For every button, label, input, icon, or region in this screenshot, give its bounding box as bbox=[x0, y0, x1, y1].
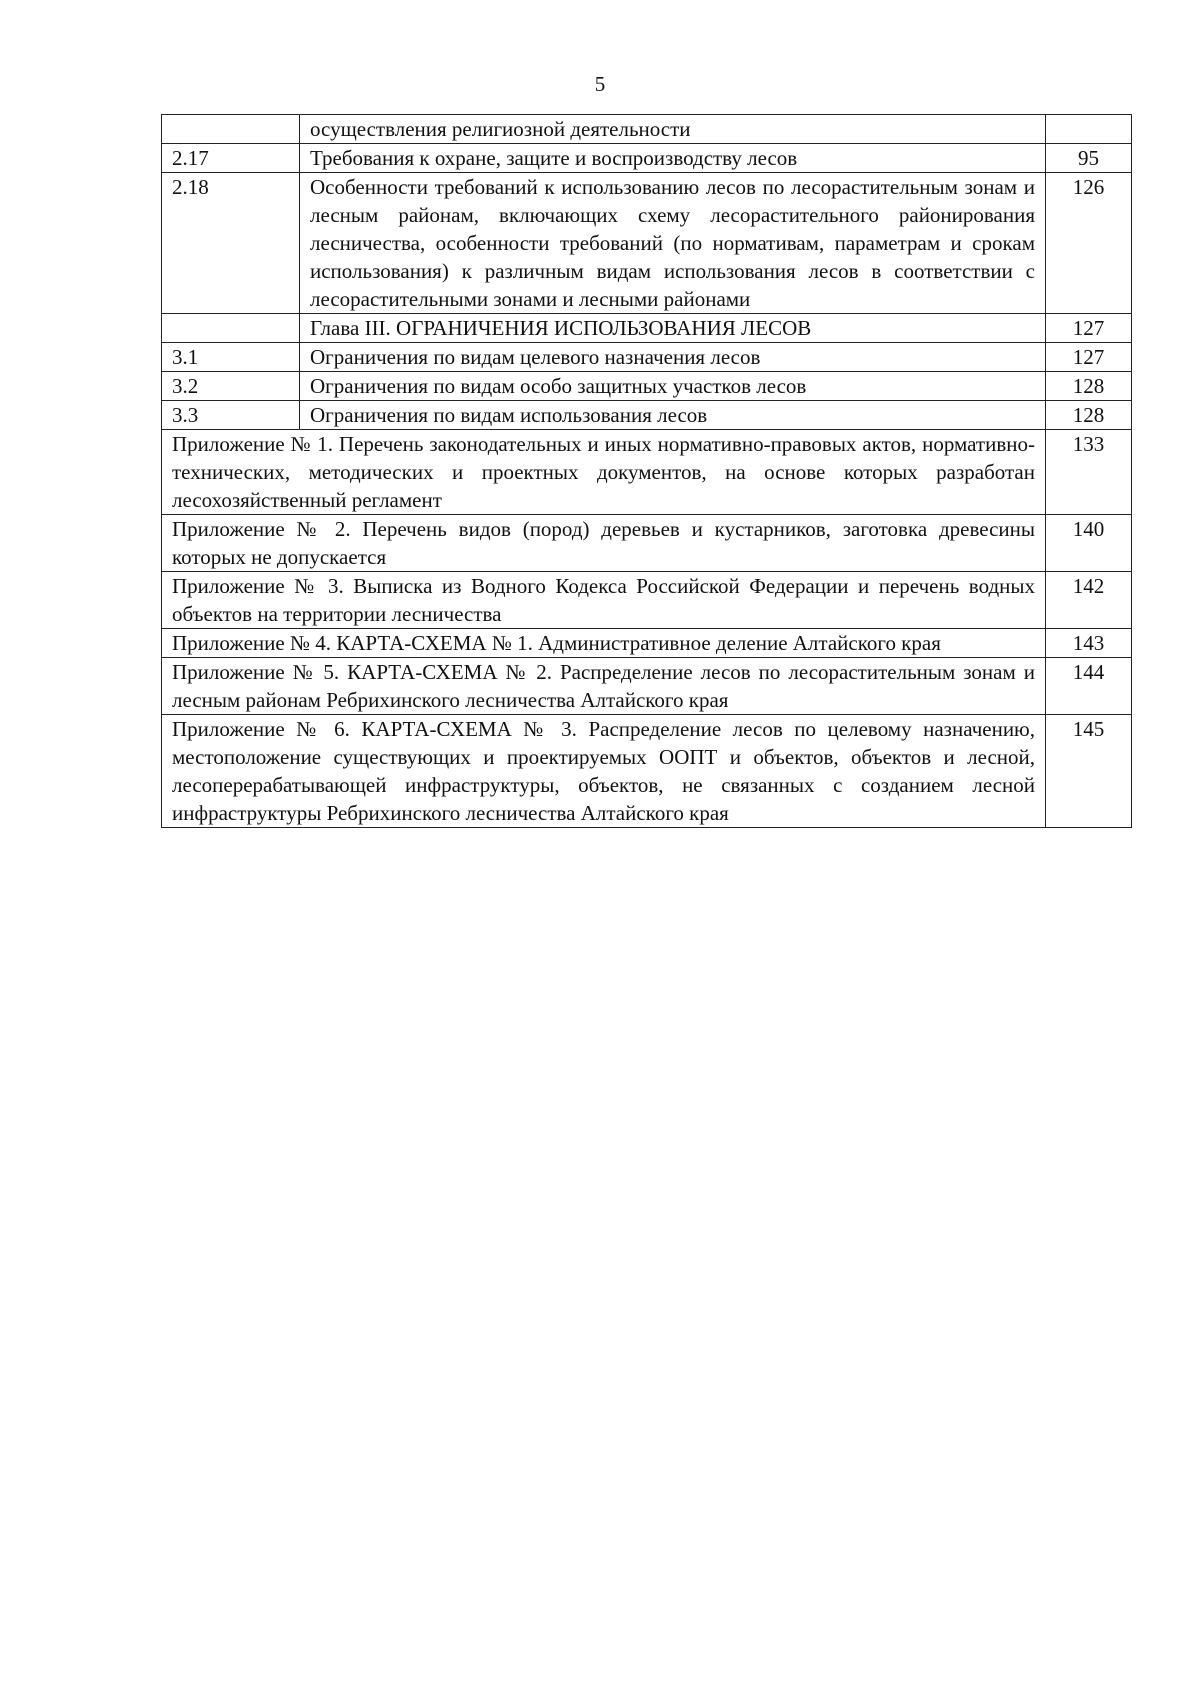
toc-section-number: 2.17 bbox=[162, 144, 300, 173]
toc-page-number: 128 bbox=[1046, 372, 1132, 401]
toc-section-title: Особенности требований к использованию лесов по лесорастительным зонам и лесным районам, включающих схему лесорастительного районирования лесничества, особенности требований (по нормативам, параметрам и срокам использования) к различным видам использования лесов в соответствии с лесорастительными зонами и лесными районами bbox=[300, 173, 1046, 314]
toc-page-number: 127 bbox=[1046, 343, 1132, 372]
toc-section-number: 2.18 bbox=[162, 173, 300, 314]
toc-section-number bbox=[162, 314, 300, 343]
toc-page-number: 143 bbox=[1046, 629, 1132, 658]
toc-page-number: 140 bbox=[1046, 515, 1132, 572]
toc-section-number: 3.2 bbox=[162, 372, 300, 401]
toc-appendix-title: Приложение № 1. Перечень законодательных и иных нормативно-правовых актов, нормативно-технических, методических и проектных документов, на основе которых разработан лесохозяйственный регламент bbox=[162, 430, 1046, 515]
toc-section-title: Ограничения по видам использования лесов bbox=[300, 401, 1046, 430]
toc-page-number bbox=[1046, 115, 1132, 144]
toc-section-title: Ограничения по видам особо защитных участков лесов bbox=[300, 372, 1046, 401]
toc-appendix-title: Приложение № 3. Выписка из Водного Кодекса Российской Федерации и перечень водных объектов на территории лесничества bbox=[162, 572, 1046, 629]
toc-page-number: 133 bbox=[1046, 430, 1132, 515]
toc-row bbox=[162, 343, 1132, 372]
toc-row bbox=[162, 115, 1132, 144]
toc-section-number: 3.3 bbox=[162, 401, 300, 430]
toc-appendix-row bbox=[162, 715, 1132, 828]
toc-section-number: 3.1 bbox=[162, 343, 300, 372]
toc-section-title: Ограничения по видам целевого назначения лесов bbox=[300, 343, 1046, 372]
toc-page-number: 144 bbox=[1046, 658, 1132, 715]
toc-appendix-title: Приложение № 5. КАРТА-СХЕМА № 2. Распределение лесов по лесорастительным зонам и лесным районам Ребрихинского лесничества Алтайского края bbox=[162, 658, 1046, 715]
toc-row bbox=[162, 173, 1132, 314]
toc-row bbox=[162, 144, 1132, 173]
toc-appendix-row bbox=[162, 515, 1132, 572]
toc-page-number: 127 bbox=[1046, 314, 1132, 343]
toc-section-title: осуществления религиозной деятельности bbox=[300, 115, 1046, 144]
toc-row bbox=[162, 372, 1132, 401]
toc-row bbox=[162, 314, 1132, 343]
toc-appendix-title: Приложение № 6. КАРТА-СХЕМА № 3. Распределение лесов по целевому назначению, местоположение существующих и проектируемых ООПТ и объектов, объектов и лесной, лесоперерабатывающей инфраструктуры, объектов, не связанных с созданием лесной инфраструктуры Ребрихинского лесничества Алтайского края bbox=[162, 715, 1046, 828]
toc-appendix-title: Приложение № 2. Перечень видов (пород) деревьев и кустарников, заготовка древесины которых не допускается bbox=[162, 515, 1046, 572]
toc-appendix-row bbox=[162, 572, 1132, 629]
toc-appendix-row bbox=[162, 629, 1132, 658]
toc-page-number: 126 bbox=[1046, 173, 1132, 314]
toc-page-number: 128 bbox=[1046, 401, 1132, 430]
toc-page-number: 142 bbox=[1046, 572, 1132, 629]
toc-page-number: 145 bbox=[1046, 715, 1132, 828]
toc-chapter-title: Глава III. ОГРАНИЧЕНИЯ ИСПОЛЬЗОВАНИЯ ЛЕСОВ bbox=[300, 314, 1046, 343]
toc-appendix-row bbox=[162, 430, 1132, 515]
toc-appendix-row bbox=[162, 658, 1132, 715]
toc-row bbox=[162, 401, 1132, 430]
toc-section-number bbox=[162, 115, 300, 144]
page-number: 5 bbox=[594, 72, 606, 96]
toc-section-title: Требования к охране, защите и воспроизводству лесов bbox=[300, 144, 1046, 173]
toc-appendix-title: Приложение № 4. КАРТА-СХЕМА № 1. Административное деление Алтайского края bbox=[162, 629, 1046, 658]
toc-page-number: 95 bbox=[1046, 144, 1132, 173]
table-of-contents bbox=[161, 114, 1132, 828]
